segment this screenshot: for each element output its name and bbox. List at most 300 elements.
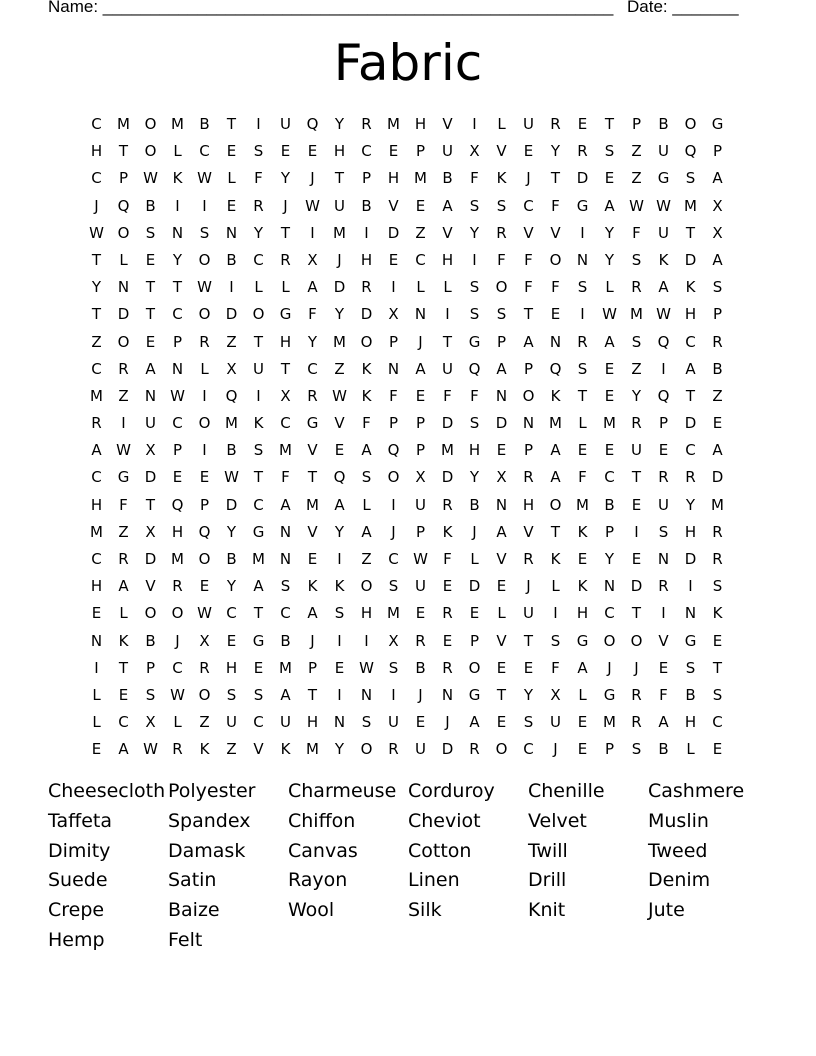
grid-row [83,274,731,301]
grid-letter: B [415,658,426,677]
grid-letter: S [145,223,156,242]
grid-letter: R [469,740,480,759]
grid-letter: E [280,142,291,161]
grid-letter: C [226,604,237,623]
grid-letter: P [172,332,183,351]
grid-letter: F [389,386,398,405]
grid-letter: I [202,196,207,215]
grid-letter: J [607,658,612,677]
grid-letter: R [577,332,588,351]
grid-letter: A [658,278,669,297]
grid-letter: Y [280,169,291,188]
grid-letter: F [659,685,668,704]
grid-letter: H [684,305,697,324]
grid-letter: A [523,332,534,351]
grid-letter: N [279,550,292,568]
grid-letter: L [497,604,506,623]
grid-letter: A [577,658,588,677]
grid-letter: E [712,740,723,759]
grid-letter: S [388,577,399,596]
grid-letter: R [442,604,453,623]
grid-letter: J [94,196,99,215]
grid-letter: Z [226,332,237,351]
grid-letter: A [685,359,696,378]
grid-letter: A [604,332,615,351]
grid-letter: O [495,740,508,759]
word-list-item: Wool [288,899,335,922]
grid-letter: W [305,196,320,215]
grid-letter: Q [387,441,400,460]
grid-letter: C [685,332,696,351]
grid-letter: U [442,359,453,378]
grid-letter: J [337,250,342,269]
grid-letter: O [522,386,535,405]
grid-letter: K [577,522,588,541]
grid-letter: E [91,740,102,759]
grid-letter: C [91,359,102,378]
grid-letter: L [254,278,263,297]
grid-letter: X [469,142,480,161]
grid-letter: B [442,169,453,188]
grid-letter: P [523,441,534,460]
grid-letter: M [90,386,103,405]
grid-letter: O [144,115,157,133]
word-list [48,777,788,956]
grid-letter: C [307,359,318,378]
grid-letter: M [333,223,346,242]
grid-letter: P [361,169,372,188]
grid-letter: R [91,414,102,433]
grid-letter: Z [631,359,642,378]
grid-letter: D [711,468,724,487]
grid-letter: R [280,250,291,269]
grid-letter: D [360,305,373,324]
grid-letter: O [684,115,697,133]
grid-letter: X [307,250,318,269]
word-list-item: Twill [528,839,568,862]
word-list-item: Taffeta [48,809,112,832]
grid-letter: G [576,196,589,215]
grid-letter: S [631,250,642,269]
grid-letter: E [442,631,453,650]
grid-letter: W [602,305,617,324]
grid-letter: T [91,305,102,324]
grid-letter: Q [117,196,130,215]
grid-letter: S [712,685,723,704]
grid-letter: I [364,223,369,242]
grid-letter: T [631,604,642,623]
grid-letter: O [495,278,508,297]
grid-letter: D [117,305,130,324]
grid-letter: S [199,223,210,242]
grid-letter: L [119,250,128,269]
grid-letter: C [253,713,264,732]
grid-letter: C [91,115,102,133]
grid-letter: E [415,604,426,623]
grid-letter: E [118,685,129,704]
grid-letter: O [468,658,481,677]
grid-letter: R [550,115,561,133]
grid-letter: C [523,196,534,215]
grid-letter: E [496,441,507,460]
date-field-label: Date: _______ [627,0,739,16]
grid-letter: L [92,713,101,732]
grid-letter: G [468,332,481,351]
grid-letter: E [388,142,399,161]
grid-letter: E [388,250,399,269]
grid-letter: G [252,522,265,541]
grid-row [83,437,731,464]
grid-letter: V [523,223,534,242]
grid-letter: H [684,713,697,732]
grid-letter: M [414,169,427,188]
grid-letter: O [117,223,130,242]
grid-letter: U [658,495,669,514]
grid-letter: E [604,359,615,378]
grid-row [83,220,731,247]
grid-letter: V [442,115,453,133]
grid-letter: B [685,685,696,704]
grid-letter: J [418,332,423,351]
grid-letter: T [145,495,156,514]
grid-letter: D [684,414,697,433]
grid-letter: P [415,441,426,460]
grid-letter: E [658,658,669,677]
grid-letter: L [605,278,614,297]
grid-letter: L [578,685,587,704]
grid-letter: S [361,468,372,487]
grid-letter: F [254,169,263,188]
grid-letter: H [90,142,103,161]
grid-letter: S [577,359,588,378]
grid-row [83,655,731,682]
grid-letter: B [145,631,156,650]
grid-letter: W [224,468,239,487]
grid-letter: N [360,685,373,704]
grid-letter: I [391,495,396,514]
grid-letter: E [145,250,156,269]
grid-letter: L [200,359,209,378]
word-list-item: Baize [168,899,220,922]
grid-letter: I [121,414,126,433]
word-list-item: Denim [648,869,711,892]
grid-letter: L [173,713,182,732]
grid-letter: J [310,631,315,650]
grid-letter: J [634,658,639,677]
grid-letter: U [280,115,291,133]
grid-letter: E [712,414,723,433]
grid-row [83,138,731,165]
grid-letter: A [145,359,156,378]
grid-letter: D [441,414,454,433]
grid-letter: F [119,495,128,514]
grid-row [83,519,731,546]
grid-letter: E [199,577,210,596]
grid-letter: V [334,414,345,433]
grid-letter: P [658,414,669,433]
grid-letter: I [202,386,207,405]
grid-letter: N [657,550,670,568]
grid-letter: L [119,604,128,623]
grid-letter: U [145,414,156,433]
grid-letter: D [225,495,238,514]
grid-letter: M [630,305,643,324]
grid-letter: B [199,115,210,133]
grid-letter: U [442,142,453,161]
grid-letter: Z [334,359,345,378]
grid-row [83,165,731,192]
grid-letter: H [225,658,238,677]
grid-letter: C [91,468,102,487]
grid-letter: N [441,685,454,704]
grid-letter: I [661,604,666,623]
grid-letter: A [496,522,507,541]
grid-letter: R [361,115,372,133]
grid-letter: S [280,577,291,596]
grid-letter: S [388,658,399,677]
grid-letter: M [441,441,454,460]
grid-letter: C [361,142,372,161]
grid-letter: K [658,250,669,269]
grid-letter: E [199,468,210,487]
grid-letter: Y [334,522,345,541]
word-list-item: Tweed [648,839,708,862]
grid-letter: F [281,468,290,487]
grid-letter: D [468,577,481,596]
word-list-item: Polyester [168,780,256,802]
grid-letter: A [469,713,480,732]
grid-letter: P [145,658,156,677]
word-list-item: Linen [408,869,460,892]
worksheet-header [48,0,748,19]
grid-letter: S [631,332,642,351]
grid-letter: Y [685,495,696,514]
grid-letter: R [712,522,723,541]
grid-letter: S [604,142,615,161]
grid-letter: T [631,468,642,487]
grid-letter: F [470,169,479,188]
grid-letter: C [172,414,183,433]
grid-letter: N [495,386,508,405]
grid-letter: I [472,115,477,133]
grid-letter: R [253,196,264,215]
grid-letter: K [307,577,318,596]
grid-letter: U [226,713,237,732]
grid-letter: N [171,223,184,242]
grid-letter: C [280,604,291,623]
grid-letter: N [549,332,562,351]
grid-letter: V [145,577,156,596]
grid-letter: P [712,305,723,324]
grid-letter: E [415,713,426,732]
grid-letter: C [91,169,102,188]
grid-letter: E [631,495,642,514]
grid-letter: C [712,713,723,732]
grid-letter: L [470,550,479,568]
word-list-item: Felt [168,928,203,951]
grid-letter: H [90,495,103,514]
word-list-item: Suede [48,869,108,892]
grid-letter: L [578,414,587,433]
grid-letter: C [172,658,183,677]
grid-letter: D [144,550,157,568]
grid-letter: E [226,631,237,650]
page-title: Fabric [333,34,483,92]
grid-letter: S [145,685,156,704]
grid-letter: J [391,522,396,541]
grid-letter: T [145,278,156,297]
grid-letter: Z [712,386,723,405]
grid-letter: E [226,196,237,215]
grid-letter: Z [118,386,129,405]
grid-letter: Z [631,142,642,161]
grid-letter: E [496,713,507,732]
grid-letter: T [334,169,345,188]
word-list-item: Charmeuse [288,780,397,802]
grid-letter: P [199,495,210,514]
grid-letter: P [631,115,642,133]
word-list-item: Chenille [528,780,605,802]
grid-letter: R [523,468,534,487]
grid-letter: V [442,223,453,242]
grid-letter: C [604,468,615,487]
grid-letter: F [497,250,506,269]
grid-letter: H [576,604,589,623]
grid-letter: K [550,386,561,405]
grid-letter: D [441,468,454,487]
grid-letter: V [658,631,669,650]
grid-letter: I [256,115,261,133]
grid-letter: Y [469,223,480,242]
grid-letter: P [604,740,615,759]
grid-letter: R [631,414,642,433]
grid-letter: O [549,250,562,269]
grid-letter: W [197,169,212,188]
grid-letter: D [576,169,589,188]
grid-letter: O [360,740,373,759]
grid-letter: A [307,278,318,297]
grid-letter: K [280,740,291,759]
grid-letter: F [362,414,371,433]
grid-letter: Y [226,577,237,596]
grid-letter: X [550,685,561,704]
grid-letter: K [334,577,345,596]
grid-letter: V [307,441,318,460]
grid-letter: R [523,550,534,568]
grid-letter: R [415,631,426,650]
grid-letter: T [280,359,291,378]
grid-letter: W [143,169,158,188]
grid-letter: U [550,713,561,732]
grid-letter: X [280,386,291,405]
grid-letter: C [388,550,399,568]
grid-letter: Z [226,740,237,759]
grid-letter: P [172,441,183,460]
grid-letter: I [175,196,180,215]
grid-letter: J [175,631,180,650]
grid-letter: Q [198,522,211,541]
grid-letter: L [173,142,182,161]
grid-letter: N [576,250,589,269]
grid-letter: I [94,658,99,677]
grid-letter: I [337,631,342,650]
grid-letter: E [577,740,588,759]
grid-letter: T [685,223,696,242]
grid-letter: Q [468,359,481,378]
grid-letter: V [253,740,264,759]
grid-letter: Y [172,250,183,269]
grid-letter: R [658,468,669,487]
grid-letter: B [658,740,669,759]
grid-letter: I [445,305,450,324]
grid-letter: H [414,115,427,133]
grid-letter: R [577,142,588,161]
grid-letter: J [283,196,288,215]
grid-letter: R [712,332,723,351]
grid-letter: O [198,550,211,568]
grid-letter: F [551,278,560,297]
grid-letter: M [603,414,616,433]
grid-letter: E [550,305,561,324]
grid-letter: F [470,386,479,405]
grid-letter: K [172,169,183,188]
grid-letter: E [523,658,534,677]
grid-letter: K [199,740,210,759]
grid-row [83,193,731,220]
grid-letter: E [658,441,669,460]
grid-letter: E [145,332,156,351]
grid-letter: L [362,495,371,514]
grid-letter: X [415,468,426,487]
grid-row [83,546,731,573]
grid-letter: I [472,250,477,269]
grid-letter: Q [657,386,670,405]
grid-letter: A [550,441,561,460]
grid-letter: H [441,250,454,269]
grid-letter: T [253,332,264,351]
grid-letter: Y [334,305,345,324]
word-list-item: Chiffon [288,809,356,832]
grid-letter: E [334,658,345,677]
grid-letter: C [280,414,291,433]
grid-letter: M [387,604,400,623]
grid-letter: D [225,305,238,324]
grid-letter: H [522,495,535,514]
grid-letter: M [171,115,184,133]
grid-row [83,464,731,491]
grid-letter: I [553,604,558,623]
word-list-item: Cheviot [408,809,481,832]
grid-letter: J [472,522,477,541]
grid-letter: M [306,740,319,759]
grid-letter: V [496,142,507,161]
grid-letter: H [684,522,697,541]
grid-letter: Q [549,359,562,378]
grid-letter: R [118,359,129,378]
grid-letter: Y [604,550,615,568]
grid-letter: B [145,196,156,215]
grid-row [83,247,731,274]
grid-letter: X [712,223,723,242]
grid-letter: J [310,169,315,188]
grid-letter: A [712,169,723,188]
grid-letter: P [604,522,615,541]
grid-letter: I [688,577,693,596]
grid-letter: E [415,386,426,405]
grid-letter: A [361,441,372,460]
grid-letter: Z [361,550,372,568]
grid-letter: E [604,441,615,460]
